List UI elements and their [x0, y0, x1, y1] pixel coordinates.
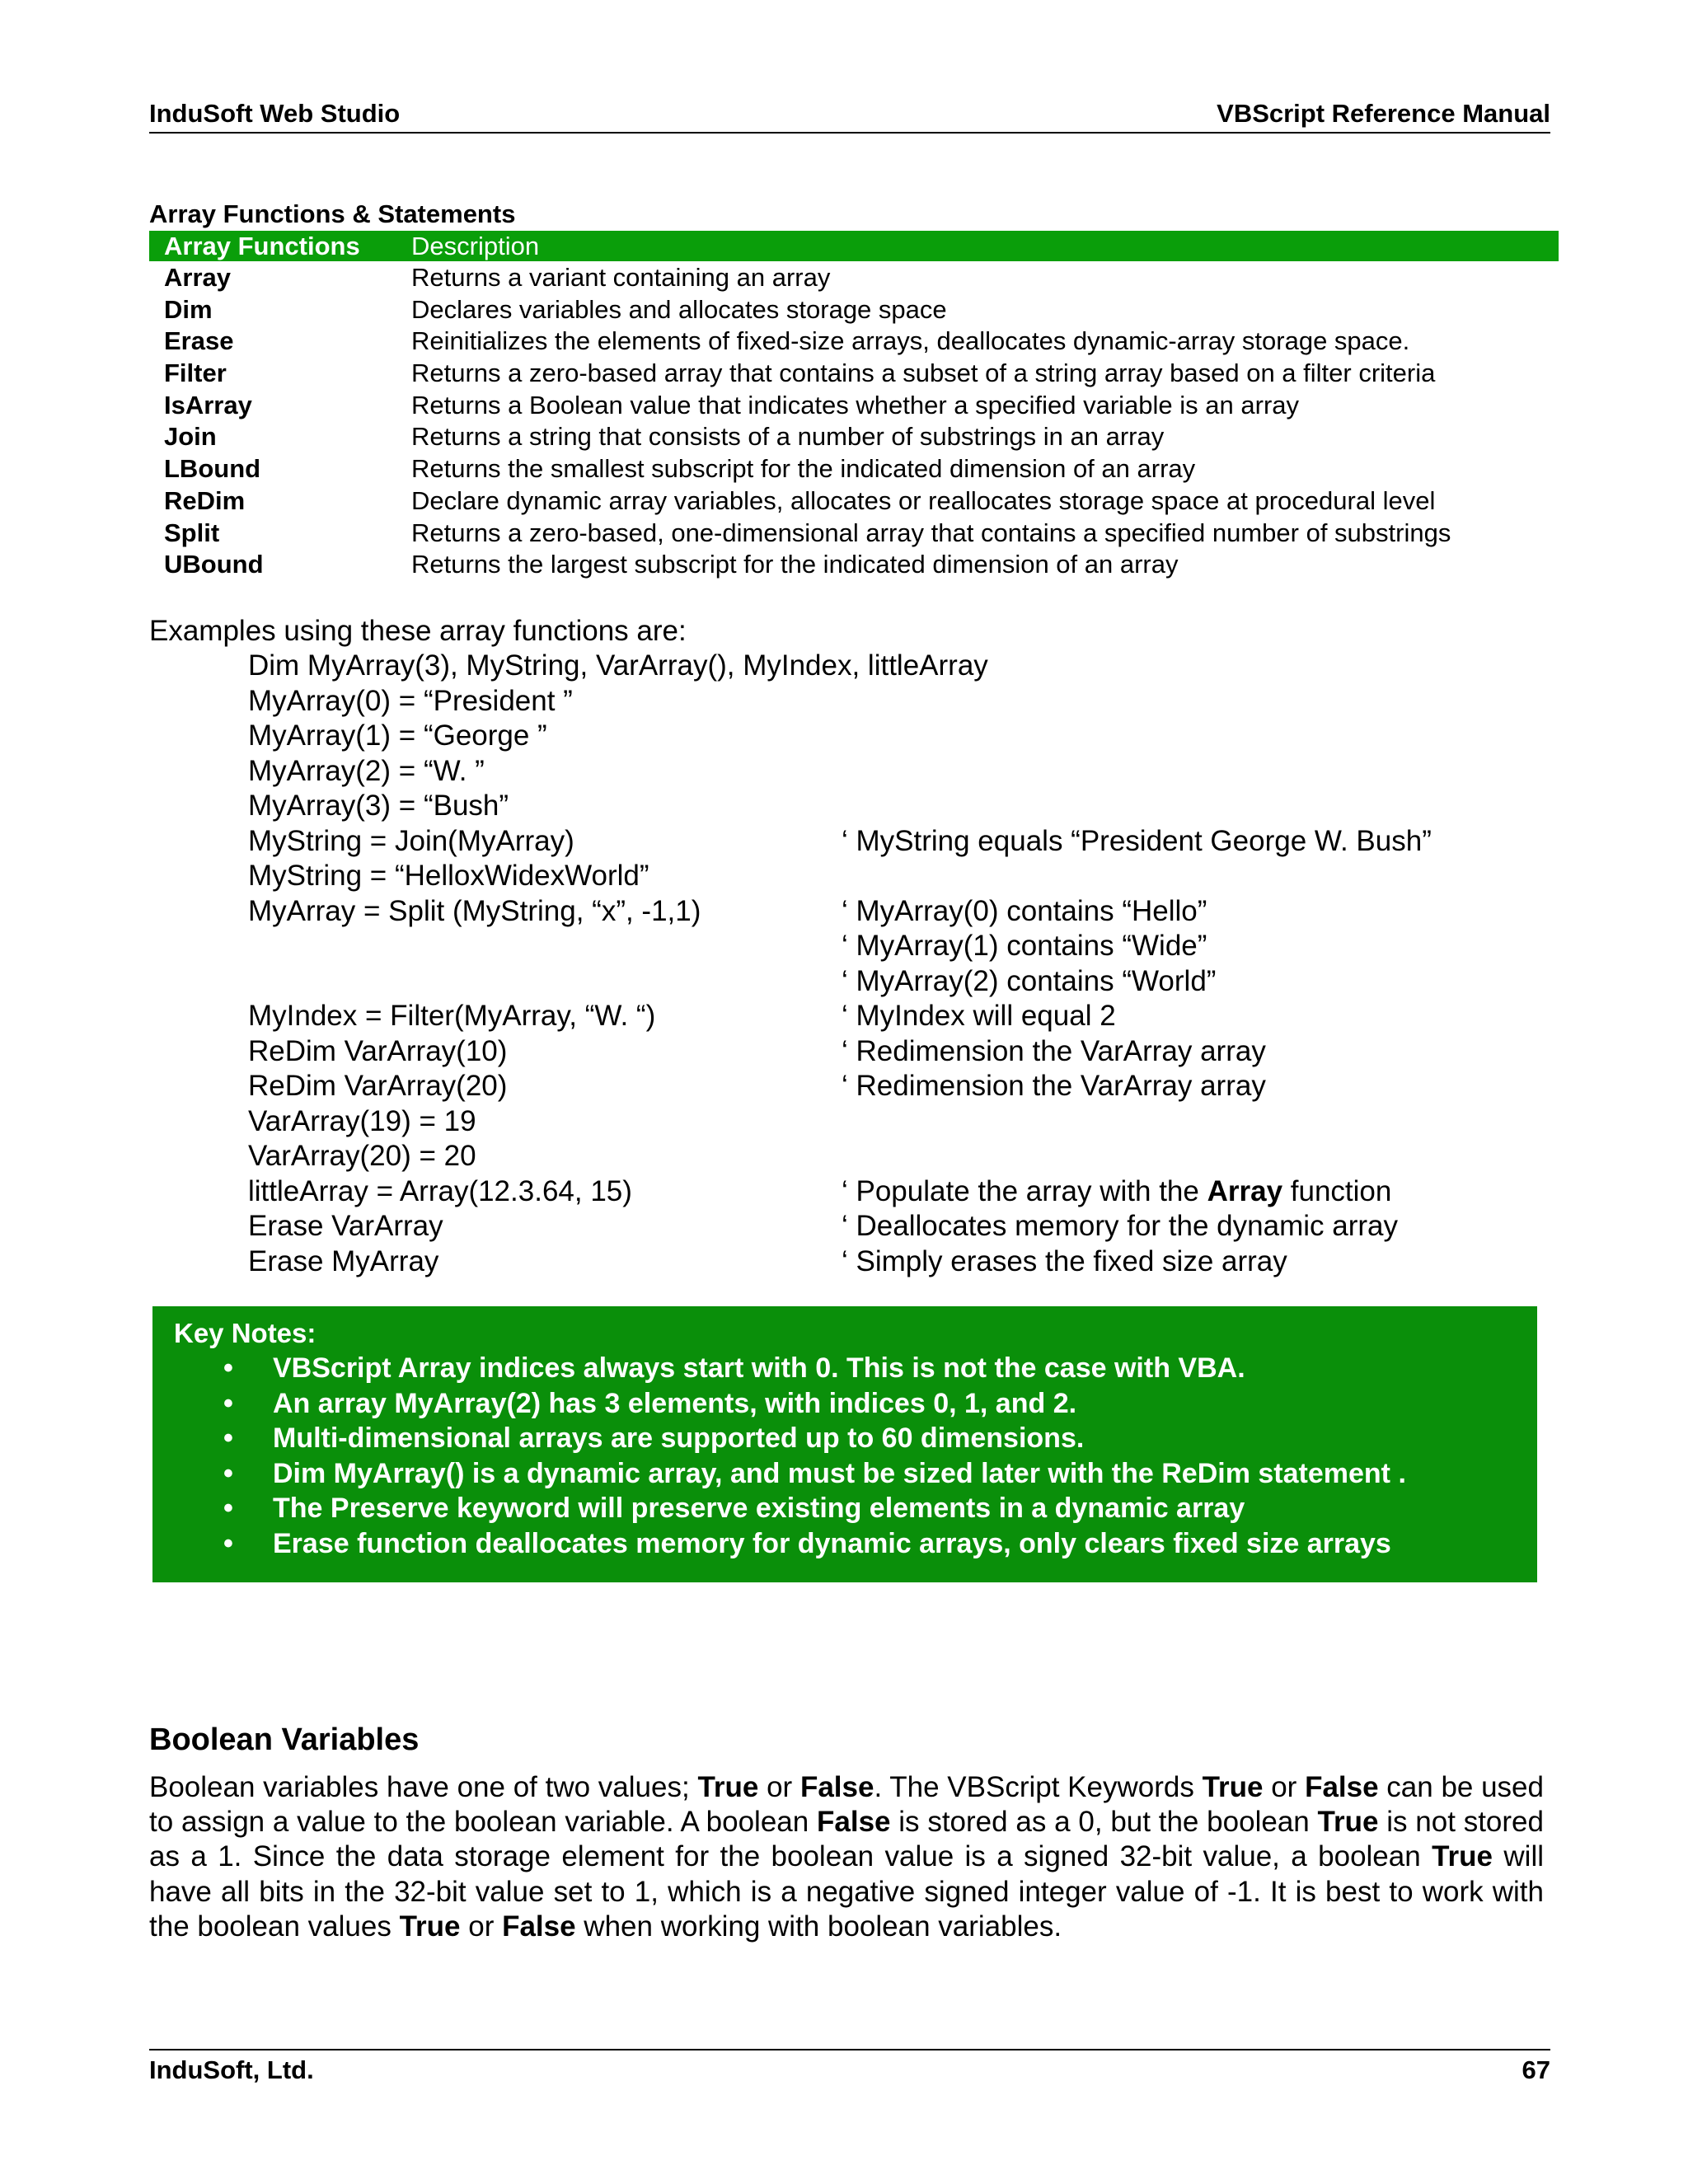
key-note-text: Dim MyArray() is a dynamic array, and must be sized later with the ReDim statement . [273, 1457, 1406, 1489]
code-statement: Erase MyArray [248, 1244, 439, 1277]
code-line [248, 1070, 1559, 1105]
code-statement: MyArray(0) = “President ” [248, 684, 573, 717]
key-note-text: Erase function deallocates memory for dynamic arrays, only clears fixed size arrays [273, 1527, 1391, 1559]
function-name: Erase [164, 326, 234, 356]
code-example [248, 649, 1559, 1280]
footer-company: InduSoft, Ltd. [149, 2055, 314, 2084]
code-comment: ‘ Redimension the VarArray array [842, 1034, 1266, 1067]
boolean-paragraph: Boolean variables have one of two values; True or False. The VBScript Keywords True or False can be used to assign a value to the boolean variable. A boolean False is stored as a 0, but the boolean True is not stored as a 1. Since the data storage element for the boolean value is a signed 32-bit value, a boolean True will have all bits in the 32-bit value set to 1, which is a negative signed integer value of -1. It is best to work with the boolean values True or False when working with boolean variables. [149, 1771, 1545, 1943]
code-line [248, 685, 1559, 720]
code-comment: ‘ MyArray(0) contains “Hello” [842, 894, 1207, 927]
function-description: Returns a zero-based array that contains a subset of a string array based on a filter criteria [411, 359, 1436, 388]
code-line [248, 1105, 1559, 1141]
code-comment: ‘ Redimension the VarArray array [842, 1070, 1266, 1102]
code-statement: MyArray(1) = “George ” [248, 719, 547, 752]
code-comment: ‘ MyArray(2) contains “World” [842, 964, 1217, 997]
code-comment: ‘ MyString equals “President George W. Bush” [842, 824, 1432, 857]
code-comment: ‘ Simply erases the fixed size array [842, 1244, 1287, 1277]
function-description: Returns the largest subscript for the indicated dimension of an array [411, 550, 1179, 579]
code-line [248, 1175, 1559, 1211]
code-comment: ‘ Deallocates memory for the dynamic array [842, 1210, 1398, 1242]
page-header [149, 99, 1550, 134]
function-name: Split [164, 518, 220, 547]
key-notes-title: Key Notes: [174, 1318, 316, 1348]
table-row [149, 420, 1559, 452]
section-label: Array Functions & Statements [149, 199, 516, 228]
function-description: Returns the smallest subscript for the indicated dimension of an array [411, 454, 1196, 484]
function-name: Array [164, 263, 231, 292]
code-line [248, 825, 1559, 860]
code-comment: ‘ MyArray(1) contains “Wide” [842, 930, 1207, 962]
table-row [149, 293, 1559, 326]
bullet-icon: • [223, 1387, 233, 1419]
code-line [248, 1245, 1559, 1281]
table-row [149, 485, 1559, 517]
page-number: 67 [1522, 2055, 1550, 2084]
table-row [149, 517, 1559, 549]
key-note-text: The Preserve keyword will preserve existing elements in a dynamic array [273, 1493, 1245, 1524]
bullet-icon: • [223, 1457, 233, 1489]
key-note-text: VBScript Array indices always start with 0. This is not the case with VBA. [273, 1352, 1245, 1384]
code-line [248, 860, 1559, 895]
key-note-text: Multi-dimensional arrays are supported up to 60 dimensions. [273, 1422, 1085, 1454]
function-description: Returns a variant containing an array [411, 263, 831, 292]
function-name: Join [164, 422, 217, 452]
function-name: Filter [164, 359, 227, 388]
code-line [248, 930, 1559, 965]
table-header-functions: Array Functions [164, 232, 360, 260]
code-line [248, 1140, 1559, 1175]
code-statement: MyIndex = Filter(MyArray, “W. “) [248, 1000, 656, 1032]
code-line [248, 1000, 1559, 1035]
examples-intro: Examples using these array functions are: [149, 615, 687, 647]
boolean-heading: Boolean Variables [149, 1722, 420, 1757]
function-name: Dim [164, 294, 213, 324]
page-footer [149, 2049, 1550, 2084]
table-row [149, 389, 1559, 421]
code-statement: MyArray(3) = “Bush” [248, 790, 509, 822]
code-line [248, 965, 1559, 1001]
header-product-title: InduSoft Web Studio [149, 99, 401, 128]
table-row [149, 452, 1559, 485]
code-statement: VarArray(20) = 20 [248, 1140, 476, 1172]
function-description: Returns a string that consists of a number of substrings in an array [411, 422, 1165, 452]
bullet-icon: • [223, 1493, 233, 1524]
code-statement: MyString = “HelloxWidexWorld” [248, 860, 649, 892]
function-name: ReDim [164, 485, 246, 515]
bullet-icon: • [223, 1422, 233, 1454]
function-name: IsArray [164, 390, 252, 419]
table-body [149, 261, 1559, 580]
code-line [248, 719, 1559, 755]
header-manual-title: VBScript Reference Manual [1217, 99, 1550, 128]
function-name: LBound [164, 454, 261, 484]
table-header-row [149, 231, 1559, 261]
function-description: Declare dynamic array variables, allocates or reallocates storage space at procedural level [411, 485, 1436, 515]
function-name: UBound [164, 550, 264, 579]
code-statement: Erase VarArray [248, 1210, 443, 1242]
code-comment: ‘ MyIndex will equal 2 [842, 1000, 1116, 1032]
array-functions-table [149, 231, 1559, 580]
code-statement: MyArray(2) = “W. ” [248, 754, 485, 787]
table-header-description: Description [411, 232, 540, 260]
table-row [149, 357, 1559, 389]
table-row [149, 261, 1559, 293]
code-line [248, 1210, 1559, 1245]
table-row [149, 325, 1559, 357]
key-note-text: An array MyArray(2) has 3 elements, with indices 0, 1, and 2. [273, 1387, 1077, 1419]
function-description: Returns a Boolean value that indicates whether a specified variable is an array [411, 390, 1300, 419]
function-description: Returns a zero-based, one-dimensional array that contains a specified number of substrings [411, 518, 1451, 547]
bullet-icon: • [223, 1527, 233, 1559]
code-statement: MyArray = Split (MyString, “x”, -1,1) [248, 894, 701, 927]
table-row [149, 548, 1559, 580]
code-line [248, 649, 1559, 685]
key-notes-box [152, 1306, 1537, 1582]
code-line [248, 790, 1559, 825]
code-line [248, 755, 1559, 790]
function-description: Declares variables and allocates storage space [411, 294, 947, 324]
code-comment: ‘ Populate the array with the Array function [842, 1174, 1392, 1207]
bullet-icon: • [223, 1352, 233, 1384]
code-line [248, 1035, 1559, 1071]
code-statement: Dim MyArray(3), MyString, VarArray(), MyIndex, littleArray [248, 649, 988, 682]
code-statement: littleArray = Array(12.3.64, 15) [248, 1174, 632, 1207]
code-statement: ReDim VarArray(10) [248, 1034, 508, 1067]
code-statement: MyString = Join(MyArray) [248, 824, 574, 857]
function-description: Reinitializes the elements of fixed-size arrays, deallocates dynamic-array storage space. [411, 326, 1410, 356]
code-line [248, 895, 1559, 930]
code-statement: VarArray(19) = 19 [248, 1104, 476, 1137]
code-statement: ReDim VarArray(20) [248, 1070, 508, 1102]
